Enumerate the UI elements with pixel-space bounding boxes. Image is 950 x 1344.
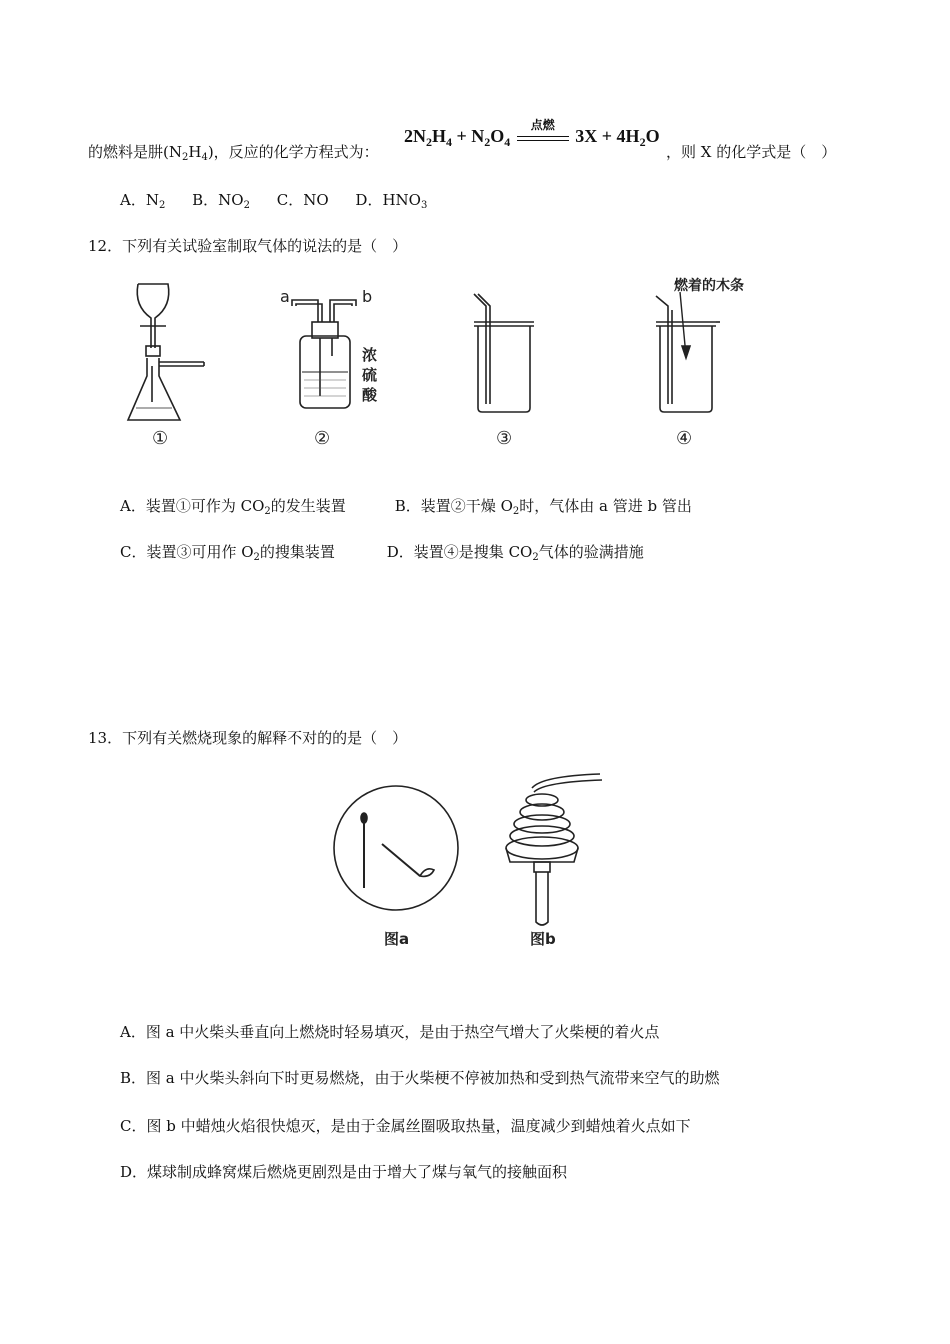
q11-option-a: A．$N_2$	[120, 191, 166, 211]
q11-option-b: B．$NO_2$	[192, 191, 250, 211]
q11-ask: ，则 X 的化学式是（ ）	[666, 143, 837, 161]
q13-option-b: B．图 a 中火柴头斜向下时更易燃烧，由于火柴梗不停被加热和受到热气流带来空气的助燃	[120, 1069, 720, 1087]
q12-option-c: C．装置③可用作 $O_2$的搜集装置	[120, 543, 335, 563]
apparatus-number-4: ④	[676, 428, 693, 449]
apparatus-4-bottle-stick	[656, 292, 720, 412]
q11-option-d: D．$HNO_3$	[355, 191, 428, 211]
q12-apparatus-figure	[100, 276, 790, 452]
tube-label-a: a	[280, 287, 290, 306]
q12-stem: 12．下列有关试验室制取气体的说法的是（ ）	[88, 237, 408, 255]
tube-label-b: b	[362, 287, 373, 306]
apparatus-3-collecting-bottle	[474, 294, 534, 412]
q13-option-c: C．图 b 中蜡烛火焰很快熄灭，是由于金属丝圈吸取热量，温度减少到蜡烛着火点如下	[120, 1117, 691, 1135]
acid-label-2: 硫	[362, 366, 378, 384]
figure-b-candle-coil	[506, 774, 602, 925]
q12-option-row-1	[120, 496, 692, 516]
burning-stick-label: 燃着的木条	[674, 278, 744, 294]
reaction-arrow	[517, 118, 569, 141]
figure-a-matches	[334, 786, 458, 910]
q12-option-row-2	[120, 542, 644, 562]
q13-stem: 13．下列有关燃烧现象的解释不对的的是（ ）	[88, 729, 408, 747]
apparatus-number-2: ②	[314, 428, 331, 449]
q11-lead-text: 的燃料是肼$(N_2H_4)$，反应的化学方程式为：	[88, 143, 379, 163]
acid-label-3: 酸	[362, 386, 378, 404]
figure-a-label: 图a	[384, 930, 410, 948]
apparatus-number-1: ①	[152, 428, 169, 449]
apparatus-1-flask-funnel	[128, 284, 204, 420]
q13-combustion-figure	[330, 766, 620, 952]
apparatus-2-wash-bottle	[292, 300, 356, 408]
figure-b-label: 图b	[530, 930, 556, 948]
acid-label-1: 浓	[362, 346, 378, 364]
chemical-equation: $2N_2H_4 + N_2O_4$ 点燃 $3X + 4H_2O$	[404, 118, 660, 149]
q12-option-a: A．装置①可作为 $CO_2$的发生装置	[120, 497, 346, 517]
q11-options	[120, 190, 449, 210]
q13-option-a: A．图 a 中火柴头垂直向上燃烧时轻易填灭，是由于热空气增大了火柴梗的着火点	[120, 1023, 660, 1041]
q12-option-d: D．装置④是搜集 $CO_2$气体的验满措施	[386, 543, 644, 563]
reaction-condition: 点燃	[530, 118, 555, 133]
q13-option-d: D．煤球制成蜂窝煤后燃烧更剧烈是由于增大了煤与氧气的接触面积	[120, 1163, 568, 1181]
q11-option-c: C．NO	[276, 191, 329, 209]
q12-option-b: B．装置②干燥 $O_2$时，气体由 a 管进 b 管出	[394, 497, 692, 517]
apparatus-number-3: ③	[496, 428, 513, 449]
